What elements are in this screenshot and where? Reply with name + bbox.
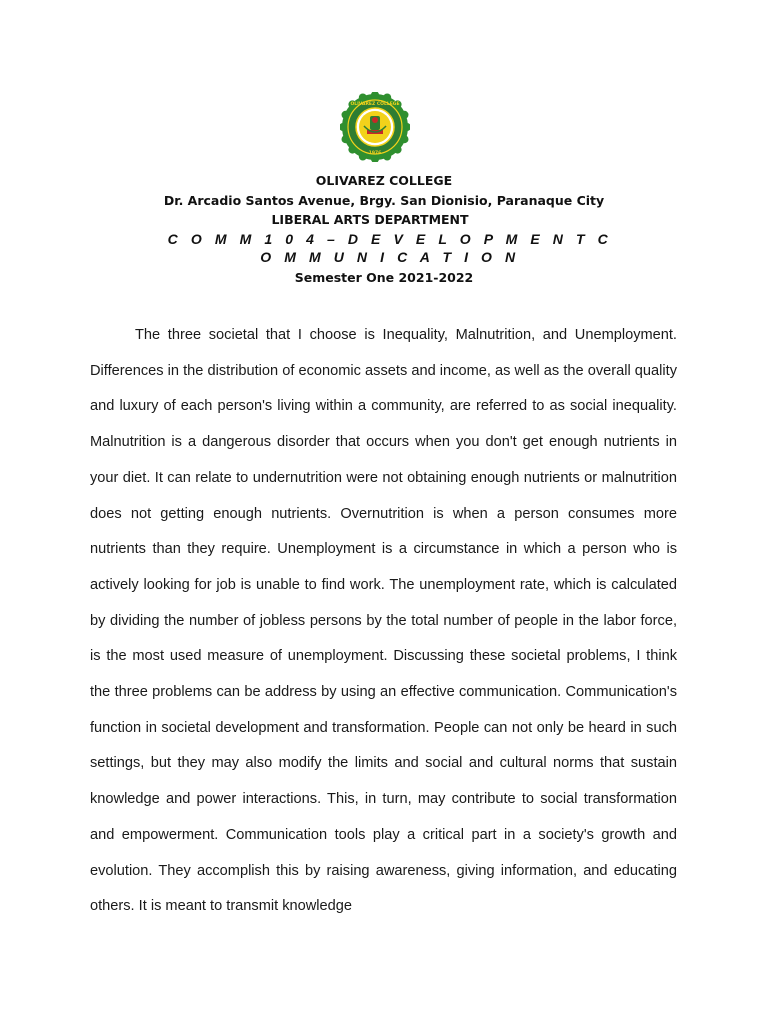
department-name: LIBERAL ARTS DEPARTMENT — [271, 212, 469, 227]
seal-graphic — [340, 92, 410, 162]
college-name: OLIVAREZ COLLEGE — [315, 173, 453, 188]
semester-label: Semester One 2021-2022 — [294, 270, 474, 285]
svg-text:OLIVAREZ COLLEGE: OLIVAREZ COLLEGE — [350, 102, 400, 107]
svg-text:1976: 1976 — [368, 151, 382, 156]
college-address: Dr. Arcadio Santos Avenue, Brgy. San Dionisio, Paranaque City — [163, 193, 605, 208]
course-title: C O M M 1 0 4 – D E V E L O P M E N T C O M M U N I C A T I O N — [167, 231, 613, 265]
college-seal-icon — [340, 92, 410, 162]
essay-paragraph: The three societal that I choose is Inequality, Malnutrition, and Unemployment. Differences in the distribution of economic assets and income, as well as the overall quality and luxury of each person's living within a community, are referred to as social inequality. Malnutrition is a dangerous disorder that occurs when you don't get enough nutrients in your diet. It can relate to undernutrition were not obtaining enough nutrients or malnutrition does not getting enough nutrients. Overnutrition is when a person consumes more nutrients than they require. Unemployment is a circumstance in which a person who is actively looking for job is unable to find work. The unemployment rate, which is calculated by dividing the number of jobless persons by the total number of people in the labor force, is the most used measure of unemployment. Discussing these societal problems, I think the three problems can be address by using an effective communication. Communication's function in societal development and transformation. People can not only be heard in such settings, but they may also modify the limits and social and cultural norms that sustain knowledge and power interactions. This, in turn, may contribute to social transformation and empowerment. Communication tools play a critical part in a society's growth and evolution. They accomplish this by raising awareness, giving information, and educating others. It is meant to transmit knowledge — [90, 327, 677, 915]
